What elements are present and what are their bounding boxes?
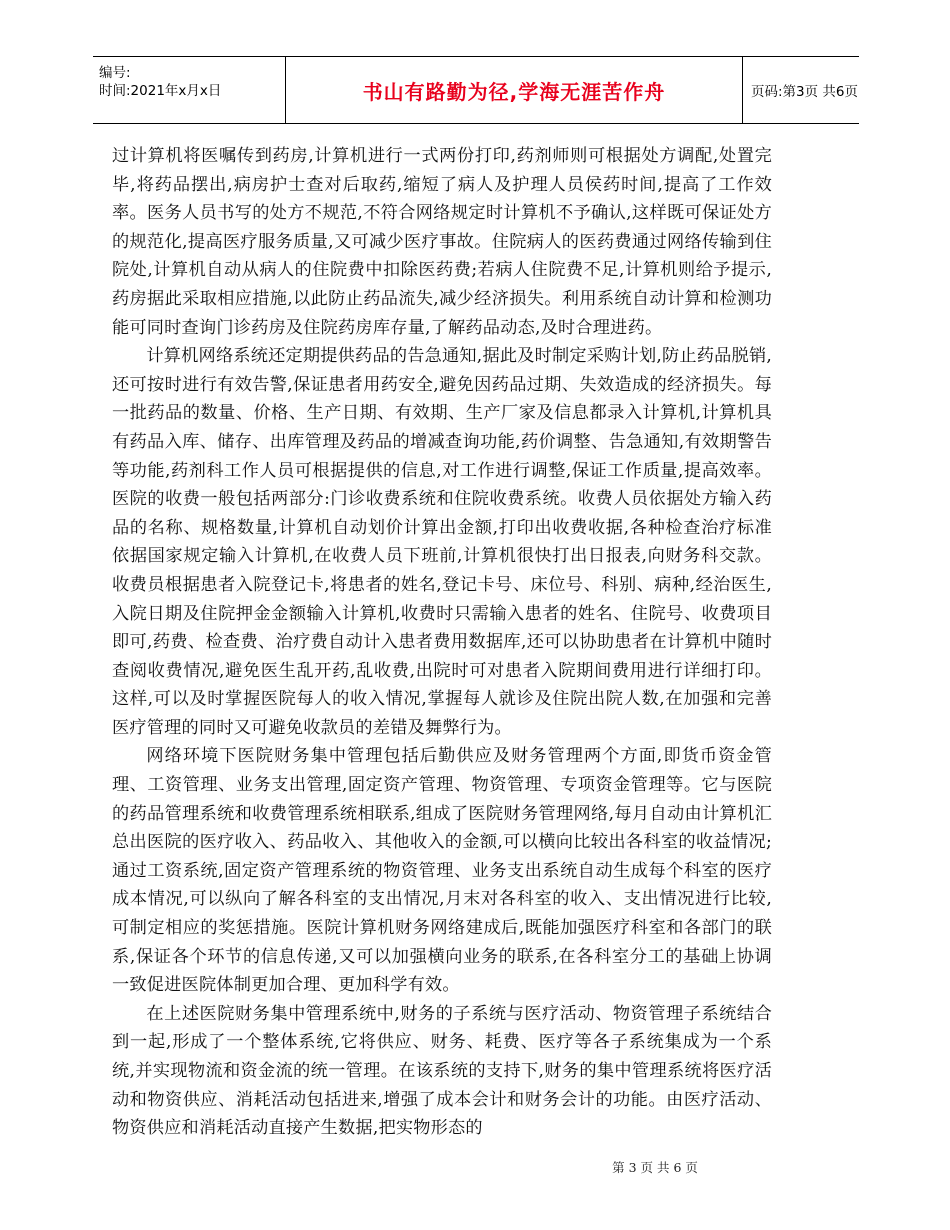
header-meta	[93, 57, 285, 123]
paragraph-3: 网络环境下医院财务集中管理包括后勤供应及财务管理两个方面,即货币资金管理、工资管理、业务支出管理,固定资产管理、物资管理、专项资金管理等。它与医院的药品管理系统和收费管理系统相联系,组成了医院财务管理网络,每月自动由计算机汇总出医院的医疗收入、药品收入、其他收入的金额,可以横向比较出各科室的收益情况;通过工资系统,固定资产管理系统的物资管理、业务支出系统自动生成每个科室的医疗成本情况,可以纵向了解各科室的支出情况,月末对各科室的收入、支出情况进行比较,可制定相应的奖惩措施。医院计算机财务网络建成后,既能加强医疗科室和各部门的联系,保证各个环节的信息传递,又可以加强横向业务的联系,在各科室分工的基础上协调一致促进医院体制更加合理、更加科学有效。	[112, 746, 772, 996]
header-divider-right	[742, 57, 743, 123]
header-time-label: 时间:2021年x月x日	[99, 83, 222, 99]
header-page-info: 页码:第3页 共6页	[751, 84, 859, 100]
paragraph-2: 计算机网络系统还定期提供药品的告急通知,据此及时制定采购计划,防止药品脱销,还可按时进行有效告警,保证患者用药安全,避免因药品过期、失效造成的经济损失。每一批药品的数量、价格、生产日期、有效期、生产厂家及信息都录入计算机,计算机具有药品入库、储存、出库管理及药品的增减查询功能,药价调整、告急通知,有效期警告等功能,药剂科工作人员可根据提供的信息,对工作进行调整,保证工作质量,提高效率。医院的收费一般包括两部分:门诊收费系统和住院收费系统。收费人员依据处方输入药品的名称、规格数量,计算机自动划价计算出金额,打印出收费收据,各种检查治疗标准依据国家规定输入计算机,在收费人员下班前,计算机很快打出日报表,向财务科交款。收费员根据患者入院登记卡,将患者的姓名,登记卡号、床位号、科别、病种,经治医生,入院日期及住院押金金额输入计算机,收费时只需输入患者的姓名、住院号、收费项目即可,药费、检查费、治疗费自动计入患者费用数据库,还可以协助患者在计算机中随时查阅收费情况,避免医生乱开药,乱收费,出院时可对患者入院期间费用进行详细打印。这样,可以及时掌握医院每人的收入情况,掌握每人就诊及住院出院人数,在加强和完善医疗管理的同时又可避免收款员的差错及舞弊行为。	[112, 346, 772, 738]
page-header	[93, 56, 859, 124]
header-number-label: 编号:	[99, 65, 131, 81]
paragraph-1: 过计算机将医嘱传到药房,计算机进行一式两份打印,药剂师则可根据处方调配,处置完毕,将药品摆出,病房护士查对后取药,缩短了病人及护理人员侯药时间,提高了工作效率。医务人员书写的处方不规范,不符合网络规定时计算机不予确认,这样既可保证处方的规范化,提高医疗服务质量,又可减少医疗事故。住院病人的医药费通过网络传输到住院处,计算机自动从病人的住院费中扣除医药费;若病人住院费不足,计算机则给予提示,药房据此采取相应措施,以此防止药品流失,减少经济损失。利用系统自动计算和检测功能可同时查询门诊药房及住院药房库存量,了解药品动态,及时合理进药。	[112, 146, 772, 338]
header-motto: 书山有路勤为径,学海无涯苦作舟	[362, 79, 666, 104]
page-footer: 第 3 页 共 6 页	[612, 1160, 698, 1175]
document-body	[112, 142, 772, 1143]
paragraph-4: 在上述医院财务集中管理系统中,财务的子系统与医疗活动、物资管理子系统结合到一起,形成了一个整体系统,它将供应、财务、耗费、医疗等各子系统集成为一个系统,并实现物流和资金流的统一管理。在该系统的支持下,财务的集中管理系统将医疗活动和物资供应、消耗活动包括进来,增强了成本会计和财务会计的功能。由医疗活动、物资供应和消耗活动直接产生数据,把实物形态的	[112, 1003, 772, 1139]
